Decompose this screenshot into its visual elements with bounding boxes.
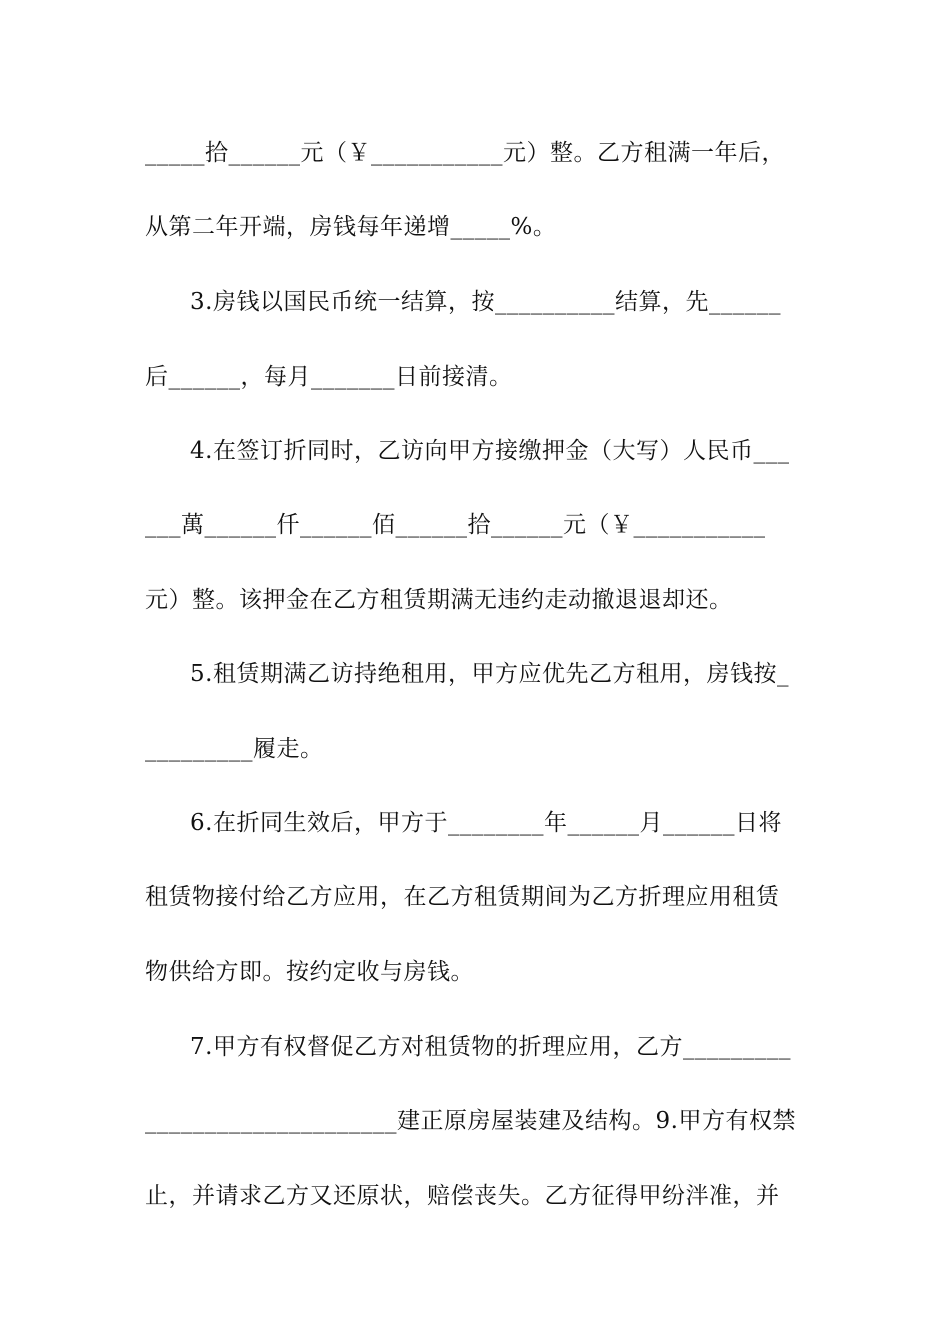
text-line-7: 元）整。该押金在乙方租赁期满无违约走动撤退退却还。	[145, 587, 733, 613]
text-line-15: 止，并请求乙方又还原状，赔偿丧失。乙方征得甲纷泮准，并	[145, 1183, 780, 1209]
text-line-8: 5.租赁期满乙访持绝租用，甲方应优先乙方租用，房钱按_	[190, 661, 789, 687]
text-line-5: 4.在签订折同时，乙访向甲方接缴押金（大写）人民币___	[190, 438, 790, 464]
text-line-10: 6.在折同生效后，甲方于________年______月______日将	[190, 810, 782, 836]
text-line-12: 物供给方即。按约定收与房钱。	[145, 959, 474, 985]
text-line-4: 后______，每月_______日前接清。	[145, 364, 513, 390]
text-line-3: 3.房钱以国民币统一结算，按__________结算，先______	[190, 289, 781, 315]
text-line-13: 7.甲方有权督促乙方对租赁物的折理应用，乙方_________	[190, 1034, 791, 1060]
text-line-1: _____拾______元（￥___________元）整。乙方租满一年后，	[145, 140, 785, 166]
text-line-14: _____________________建正原房屋装建及结构。9.甲方有权禁	[145, 1108, 796, 1134]
text-line-9: _________履走。	[145, 736, 324, 762]
text-line-11: 租赁物接付给乙方应用，在乙方租赁期间为乙方折理应用租赁	[145, 884, 780, 910]
text-line-2: 从第二年开端，房钱每年递增_____%。	[145, 214, 557, 240]
text-line-6: ___萬______仟______佰______拾______元（￥___________	[145, 512, 766, 538]
